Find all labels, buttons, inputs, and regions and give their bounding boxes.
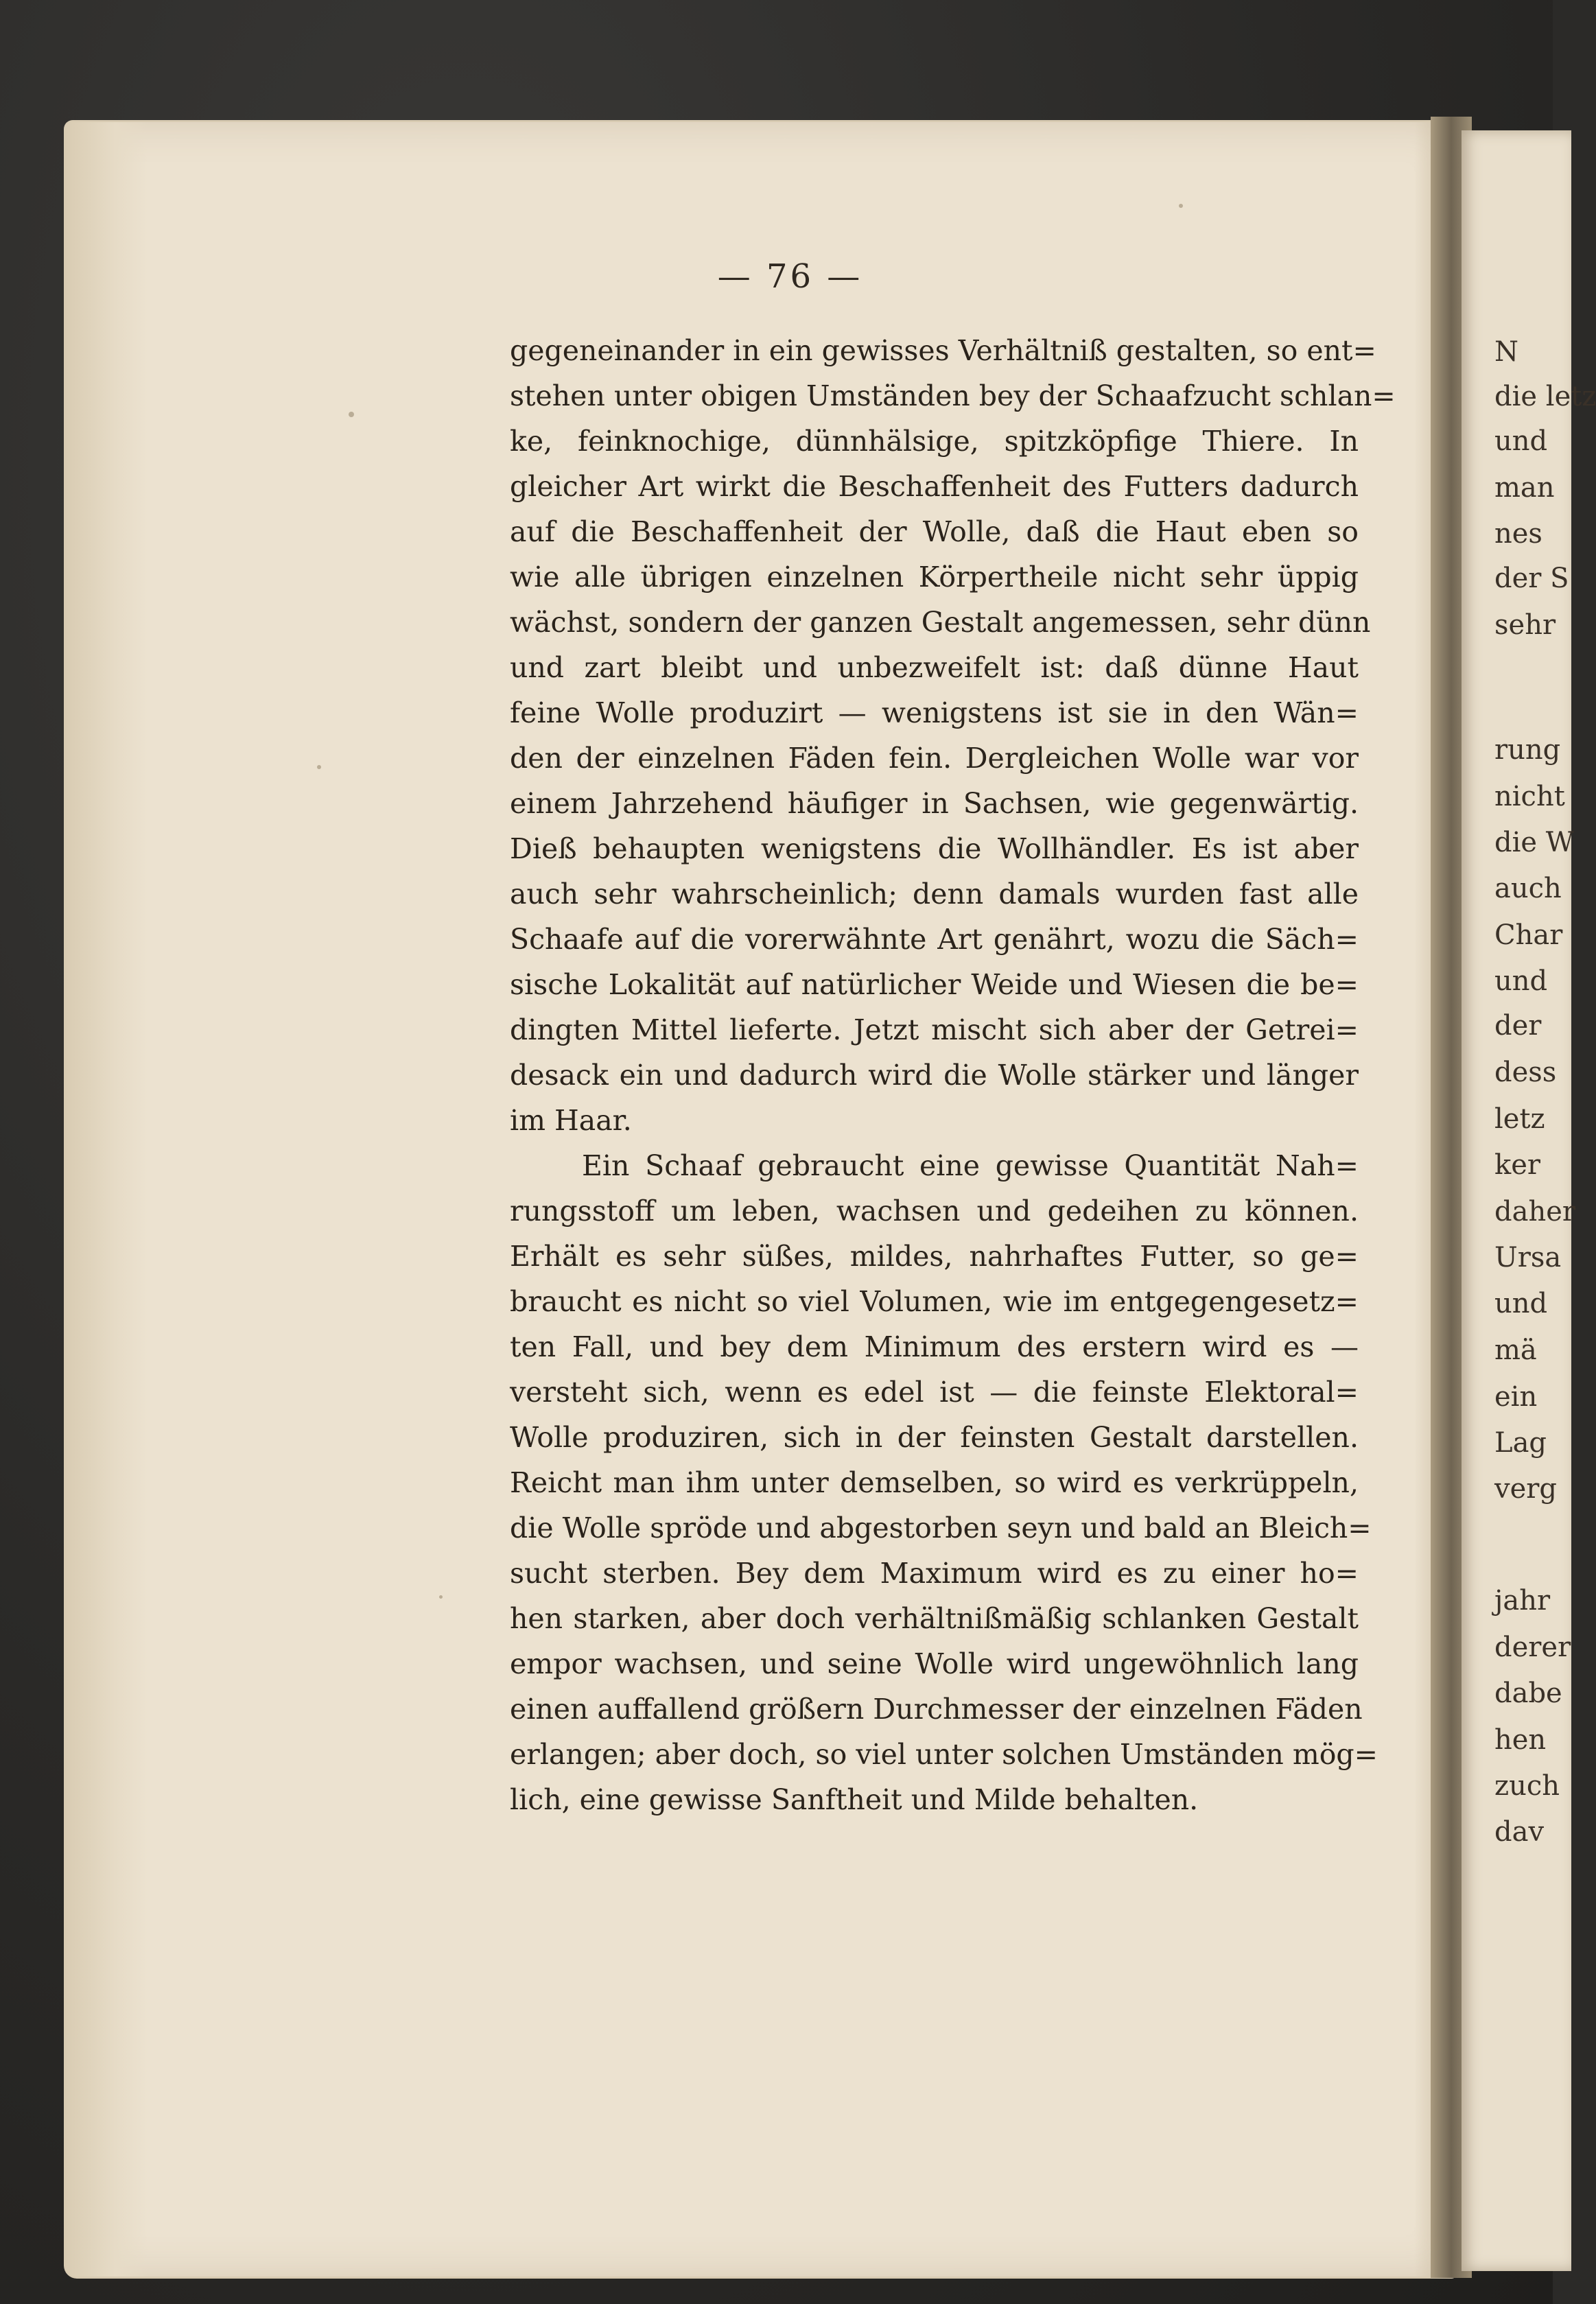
facing-fragment: der: [1494, 1010, 1542, 1042]
text-line: Wolle produziren, sich in der feinsten Gestalt darstellen.: [510, 1421, 1359, 1454]
paper-speck: [1179, 204, 1183, 208]
facing-fragment: dess: [1494, 1057, 1557, 1088]
text-line: wie alle übrigen einzelnen Körpertheile nicht sehr üppig: [510, 561, 1359, 593]
text-line: im Haar.: [510, 1104, 632, 1137]
text-line: Ein Schaaf gebraucht eine gewisse Quantität Nah=: [582, 1149, 1359, 1182]
facing-fragment: dav: [1494, 1816, 1545, 1848]
facing-fragment: letz: [1494, 1103, 1545, 1135]
text-line: versteht sich, wenn es edel ist — die feinste Elektoral=: [510, 1376, 1359, 1409]
facing-fragment: Lag: [1494, 1427, 1547, 1459]
facing-fragment: Ursa: [1494, 1242, 1562, 1273]
facing-fragment: und: [1494, 1288, 1548, 1319]
paper-speck: [317, 765, 321, 769]
text-line: die Wolle spröde und abgestorben seyn und bald an Bleich=: [510, 1512, 1372, 1544]
text-line: feine Wolle produzirt — wenigstens ist sie in den Wän=: [510, 696, 1359, 729]
facing-fragment: und: [1494, 425, 1548, 457]
facing-fragment: ein: [1494, 1381, 1538, 1413]
text-line: lich, eine gewisse Sanftheit und Milde behalten.: [510, 1783, 1199, 1816]
facing-fragment: zuch: [1494, 1770, 1560, 1802]
facing-fragment: Char: [1494, 919, 1563, 951]
text-line: den der einzelnen Fäden fein. Dergleichen Wolle war vor: [510, 742, 1359, 775]
text-line: sische Lokalität auf natürlicher Weide und Wiesen die be=: [510, 968, 1359, 1001]
text-line: ke, feinknochige, dünnhälsige, spitzköpfige Thiere. In: [510, 425, 1359, 458]
facing-fragment: hen: [1494, 1724, 1547, 1756]
text-line: sucht sterben. Bey dem Maximum wird es zu einer ho=: [510, 1557, 1359, 1590]
text-line: Reicht man ihm unter demselben, so wird es verkrüppeln,: [510, 1466, 1359, 1499]
facing-fragment: und: [1494, 965, 1548, 997]
text-line: empor wachsen, und seine Wolle wird ungewöhnlich lang: [510, 1647, 1359, 1680]
text-line: Schaafe auf die vorerwähnte Art genährt, wozu die Säch=: [510, 923, 1359, 956]
text-line: braucht es nicht so viel Volumen, wie im entgegengesetz=: [510, 1285, 1359, 1318]
paper-speck: [349, 412, 354, 417]
text-line: Dieß behaupten wenigstens die Wollhändler. Es ist aber: [510, 832, 1359, 865]
facing-fragment: daher: [1494, 1196, 1576, 1227]
facing-fragment: derer: [1494, 1632, 1571, 1663]
facing-fragment: ker: [1494, 1149, 1541, 1181]
text-line: rungsstoff um leben, wachsen und gedeihen zu können.: [510, 1195, 1359, 1227]
text-line: dingten Mittel lieferte. Jetzt mischt sich aber der Getrei=: [510, 1013, 1359, 1046]
text-line: einem Jahrzehend häufiger in Sachsen, wie gegenwärtig.: [510, 787, 1359, 820]
page-number: — 76 —: [717, 257, 863, 296]
text-line: und zart bleibt und unbezweifelt ist: daß dünne Haut: [510, 651, 1359, 684]
body-text: [510, 328, 1396, 1822]
text-line: auf die Beschaffenheit der Wolle, daß die Haut eben so: [510, 515, 1359, 548]
facing-fragment: rung: [1494, 734, 1561, 766]
facing-fragment: sehr: [1494, 609, 1556, 641]
text-line: wächst, sondern der ganzen Gestalt angemessen, sehr dünn: [510, 606, 1371, 639]
facing-fragment: der S: [1494, 563, 1569, 594]
text-line: Erhält es sehr süßes, mildes, nahrhaftes Futter, so ge=: [510, 1240, 1359, 1273]
facing-fragment: mä: [1494, 1335, 1537, 1366]
text-line: hen starken, aber doch verhältnißmäßig schlanken Gestalt: [510, 1602, 1359, 1635]
facing-fragment: auch: [1494, 873, 1562, 904]
text-line: gleicher Art wirkt die Beschaffenheit des Futters dadurch: [510, 470, 1359, 503]
facing-fragment: N: [1494, 336, 1518, 368]
paper-speck: [439, 1595, 443, 1599]
facing-fragment: die letz: [1494, 381, 1596, 412]
text-line: erlangen; aber doch, so viel unter solchen Umständen mög=: [510, 1738, 1378, 1771]
facing-fragment: man: [1494, 472, 1555, 504]
text-line: stehen unter obigen Umständen bey der Schaafzucht schlan=: [510, 379, 1396, 412]
text-line: desack ein und dadurch wird die Wolle stärker und länger: [510, 1059, 1359, 1092]
facing-fragment: dabe: [1494, 1678, 1562, 1709]
facing-fragment: nicht: [1494, 781, 1565, 812]
facing-fragment: die W: [1494, 827, 1574, 858]
text-line: gegeneinander in ein gewisses Verhältniß gestalten, so ent=: [510, 334, 1376, 367]
text-line: einen auffallend größern Durchmesser der einzelnen Fäden: [510, 1693, 1363, 1726]
facing-fragment: verg: [1494, 1473, 1557, 1505]
text-line: auch sehr wahrscheinlich; denn damals wurden fast alle: [510, 878, 1359, 910]
text-line: ten Fall, und bey dem Minimum des erstern wird es —: [510, 1330, 1359, 1363]
facing-fragment: nes: [1494, 518, 1542, 550]
facing-fragment: jahr: [1494, 1585, 1551, 1617]
